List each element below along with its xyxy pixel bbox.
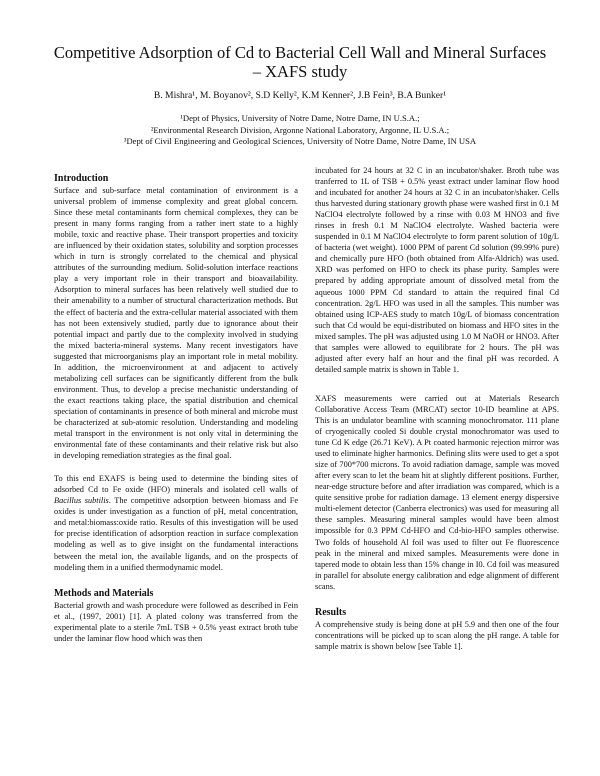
title-line-2: – XAFS study <box>252 62 348 81</box>
introduction-heading: Introduction <box>54 173 109 184</box>
results-heading: Results <box>315 606 347 618</box>
methods-paragraph-2: incubated for 24 hours at 32 C in an incubator/shaker. Broth tube was tranferred to 1L of TSB + 0.5% yeast extract under laminar flow hood and incubated for another 24 hours at 32 C in an incubator/shaker. Cells thus harvested during stationary growth phase were washed first in 0.1 M NaClO4 electrolyte followed by a rinse with 0.03 M HNO3 and five rinses in fresh 0.1 M NaClO4 electrolyte. Washed bacteria were suspended in 0.1 M NaClO4 electrolyte to form parent solution of 10g/L of bacteria (wet weight). 1000 PPM of parent Cd solution (99.99% pure) and chemically pure HFO (both obtained from Alfa-Aldrich) was used. XRD was perfomed on HFO to check its phase purity. Samples were prepared by adding appropriate amount of dissolved metal from the aqueous 1000 PPM Cd standard to attain the required final Cd concentration. 2g/L HFO was used in all the samples. This number was obtained using ICP-AES study to match 10g/L of biomass concentration such that Cd would be equi-distributed on biomass and HFO sites in the mixed samples. The pH was adjusted using 1.0 M NaOH or HNO3. After that samples were allowed to equilibrate for 2 hours. The pH was adjusted after every half an hour and the final pH was recorded. A detailed sample matrix is shown in Table 1. <box>315 166 559 374</box>
affiliation-2: ²Environmental Research Division, Argonne National Laboratory, Argonne, IL U.S.A.; <box>150 124 450 135</box>
intro-paragraph-2 <box>54 473 298 572</box>
intro-paragraph-1: Surface and sub-surface metal contamination of environment is a universal problem of immense complexity and great global concern. Since these metal contaminants form chemical complexes, they can be present in many forms ranging from a rather inert state to a highly mobile, toxic and reactive phase. Their transport properties and toxicity are influenced by their oxidation states, solubility and sorption processes which in turn is strongly correlated to the chemical and physical attributes of the surrounding medium. Solid-solution interface reactions play a very important role in their transport and bioavailability. Adsorption to mineral surfaces has been relatively well studied due to their amenability to a number of structural characterization methods. But the effect of bacteria and the extra-cellular material associated with them has not been extensively studied, partly due to ignorance about their potential impact and partly due to the complexity involved in studying the mixed bacteria-mineral systems. Many recent investigators have suggested that microorganisms play an important role in metal mobility. In addition, the microenvironment at and adjacent to actively metabolizing cell surfaces can be significantly different from the bulk environment. Thus, to develop a precise mechanistic understanding of the exact reactions taking place, the spatial distribution and chemical speciation of contaminants in presence of both mineral and microbe must be characterized at sub-atomic resolution. Understanding and modeling metal transport in the environment is not only vital in determining the environmental fate of these contaminants and their relative risk but also in developing remediation strategies as the final goal. <box>54 186 298 461</box>
methods-heading: Methods and Materials <box>54 587 154 599</box>
affiliation-1: ¹Dept of Physics, University of Notre Dame, Notre Dame, IN U.S.A.; <box>180 113 420 123</box>
title-line-1: Competitive Adsorption of Cd to Bacterial Cell Wall and Mineral Surfaces <box>53 43 547 62</box>
methods-paragraph-1: Bacterial growth and wash procedure were followed as described in Fein et al., (1997, 2001) [1]. A plated colony was transferred from the experimental plate to a sterile 7mL TSB + 0.5% yeast extract broth tube under the laminar flow hood which was then <box>54 600 298 643</box>
affiliations <box>40 113 560 148</box>
methods-paragraph-3: XAFS measurements were carried out at Materials Research Collaborative Access Team (MRCAT) sector 10-ID beamline at APS. This is an undulator beamline with scanning monochromator. 111 plane of cryogenically cooled Si double crystal monochromator was used to tune Cd K edge (26.71 KeV). A Pt coated harmonic rejection mirror was used to eliminate higher harmonics. Defining slits were used to get a spot size of 700*700 microns. To avoid radiation damage, sample was moved after every scan to let the beam hit at slightly different positions. Further, near-edge structure before and after irradiation was compared, which is a quite sensitive probe for radiation damage. 13 element energy dispersive multi-element detector (Canberra electronics) was used for measuring all these samples. Measuring mineral samples would have been almost impossible for 0.3 PPM Cd-HFO and Cd-bio-HFO samples otherwise. Two folds of household Al foil was used to filter out Fe fluorescence peak in the mineral and mixed samples. Measurements were done in tapered mode to obtain less than 15% change in I0. Cd foil was measured in parallel for absolute energy calibration and edge alignment of different scans. <box>315 393 559 591</box>
authors-text: B. Mishra¹, M. Boyanov², S.D Kelly², K.M Kenner², J.B Fein³, B.A Bunker¹ <box>153 90 447 101</box>
intro-p2-after: . The competitive adsorption between biomass and Fe oxides is under investigation as a function of pH, metal concentration, and metal:biomass:oxide ratio. Results of this investigation will be used for precise identification of adsorption reaction in surface complexation modeling as well as to give insight on the fundamental interactions between the metal ion, the available ligands, and on the prospects of modeling them in a unified thermodynamic model. <box>54 496 298 572</box>
results-paragraph-1: A comprehensive study is being done at pH 5.9 and then one of the four concentrations will be picked up to scan along the pH range. A table for sample matrix is shown below [see Table 1]. <box>315 619 559 651</box>
affiliation-3: ³Dept of Civil Engineering and Geological Sciences, University of Notre Dame, Notre Dame, IN USA <box>123 136 477 146</box>
right-column <box>315 165 559 652</box>
paper-title <box>40 43 560 81</box>
author-list <box>40 90 560 102</box>
left-column <box>54 172 298 644</box>
intro-p2-before: To this end EXAFS is being used to determine the binding sites of adsorbed Cd to Fe oxide (HFO) minerals and isolated cell walls of <box>54 474 298 495</box>
species-name: Bacillus subtilis <box>54 496 109 506</box>
